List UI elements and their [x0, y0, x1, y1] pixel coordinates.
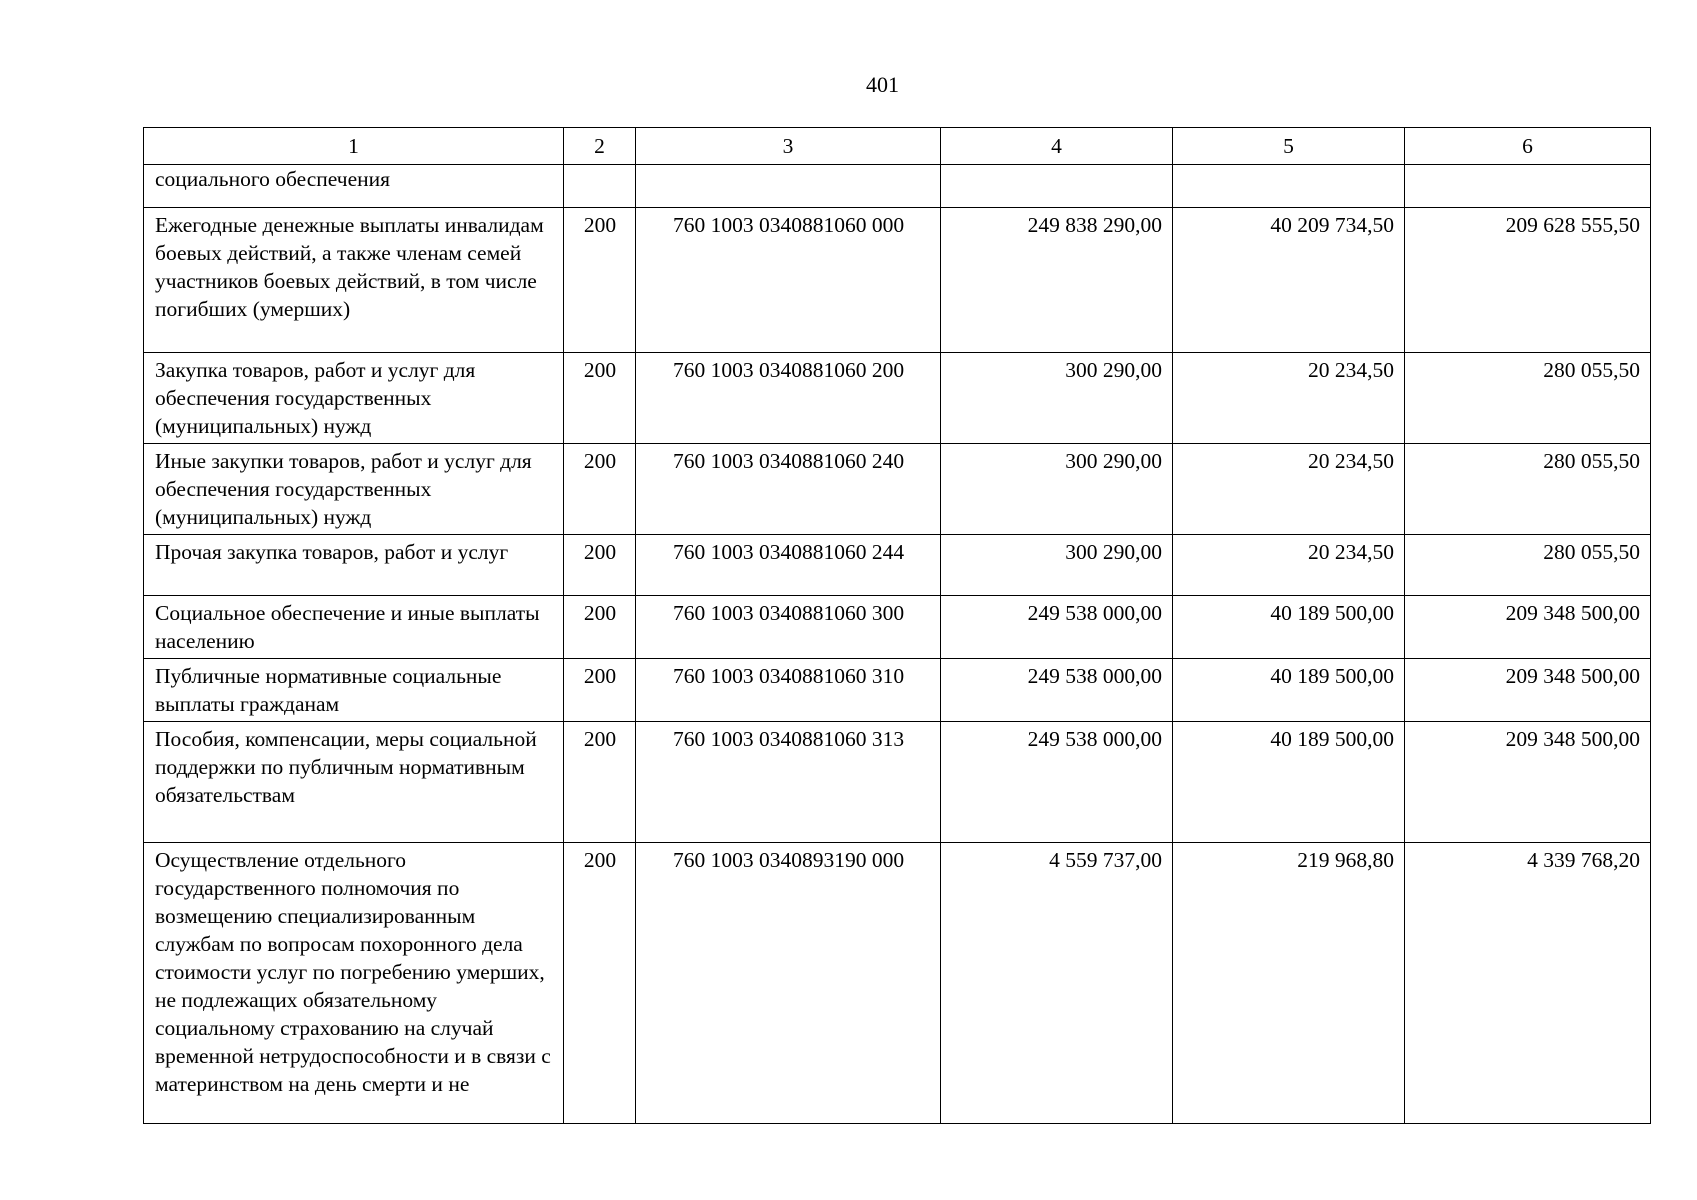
row-remainder-cell: 209 348 500,00	[1405, 659, 1651, 722]
table-row	[144, 165, 1651, 208]
row-remainder-cell: 209 348 500,00	[1405, 722, 1651, 843]
table-row	[144, 353, 1651, 444]
header-col-1: 1	[144, 128, 564, 165]
table-row	[144, 208, 1651, 353]
table-row	[144, 722, 1651, 843]
row-line-code-cell: 200	[564, 659, 636, 722]
table-row	[144, 535, 1651, 596]
table-row	[144, 843, 1651, 1124]
row-name-cell: Иные закупки товаров, работ и услуг для обеспечения государственных (муниципальных) нужд	[144, 444, 564, 535]
header-col-6: 6	[1405, 128, 1651, 165]
row-executed-cell: 20 234,50	[1173, 535, 1405, 596]
row-line-code-cell: 200	[564, 535, 636, 596]
row-name-cell: Ежегодные денежные выплаты инвалидам боевых действий, а также членам семей участников боевых действий, в том числе погибших (умерших)	[144, 208, 564, 353]
row-executed-cell: 20 234,50	[1173, 444, 1405, 535]
row-remainder-cell	[1405, 165, 1651, 208]
row-budget-code-cell: 760 1003 0340881060 000	[636, 208, 941, 353]
row-approved-cell: 300 290,00	[941, 353, 1173, 444]
row-line-code-cell: 200	[564, 353, 636, 444]
row-approved-cell: 249 538 000,00	[941, 722, 1173, 843]
row-remainder-cell: 209 348 500,00	[1405, 596, 1651, 659]
row-approved-cell: 4 559 737,00	[941, 843, 1173, 1124]
row-approved-cell	[941, 165, 1173, 208]
row-name-cell: Пособия, компенсации, меры социальной поддержки по публичным нормативным обязательствам	[144, 722, 564, 843]
budget-execution-table	[143, 127, 1651, 1124]
row-approved-cell: 249 838 290,00	[941, 208, 1173, 353]
row-budget-code-cell: 760 1003 0340881060 200	[636, 353, 941, 444]
row-executed-cell: 40 189 500,00	[1173, 722, 1405, 843]
table-header	[144, 128, 1651, 165]
row-approved-cell: 300 290,00	[941, 535, 1173, 596]
row-budget-code-cell: 760 1003 0340881060 244	[636, 535, 941, 596]
row-budget-code-cell: 760 1003 0340881060 313	[636, 722, 941, 843]
row-budget-code-cell: 760 1003 0340881060 240	[636, 444, 941, 535]
row-approved-cell: 300 290,00	[941, 444, 1173, 535]
row-name-cell: социального обеспечения	[144, 165, 564, 208]
header-col-3: 3	[636, 128, 941, 165]
header-col-4: 4	[941, 128, 1173, 165]
row-remainder-cell: 4 339 768,20	[1405, 843, 1651, 1124]
row-budget-code-cell: 760 1003 0340881060 300	[636, 596, 941, 659]
row-budget-code-cell	[636, 165, 941, 208]
row-line-code-cell: 200	[564, 444, 636, 535]
row-budget-code-cell: 760 1003 0340893190 000	[636, 843, 941, 1124]
row-executed-cell: 40 209 734,50	[1173, 208, 1405, 353]
row-executed-cell: 219 968,80	[1173, 843, 1405, 1124]
header-col-5: 5	[1173, 128, 1405, 165]
row-name-cell: Осуществление отдельного государственного полномочия по возмещению специализированным службам по вопросам похоронного дела стоимости услуг по погребению умерших, не подлежащих обязательному социальному страхованию на случай временной нетрудоспособности и в связи с материнством на день смерти и не	[144, 843, 564, 1124]
row-executed-cell: 40 189 500,00	[1173, 659, 1405, 722]
header-row	[144, 128, 1651, 165]
row-executed-cell	[1173, 165, 1405, 208]
table-row	[144, 659, 1651, 722]
row-remainder-cell: 280 055,50	[1405, 353, 1651, 444]
header-col-2: 2	[564, 128, 636, 165]
row-remainder-cell: 280 055,50	[1405, 444, 1651, 535]
row-line-code-cell	[564, 165, 636, 208]
row-approved-cell: 249 538 000,00	[941, 659, 1173, 722]
row-executed-cell: 40 189 500,00	[1173, 596, 1405, 659]
page-number: 401	[866, 72, 899, 97]
row-name-cell: Социальное обеспечение и иные выплаты населению	[144, 596, 564, 659]
row-remainder-cell: 209 628 555,50	[1405, 208, 1651, 353]
row-remainder-cell: 280 055,50	[1405, 535, 1651, 596]
row-line-code-cell: 200	[564, 843, 636, 1124]
table-row	[144, 596, 1651, 659]
row-name-cell: Прочая закупка товаров, работ и услуг	[144, 535, 564, 596]
row-line-code-cell: 200	[564, 596, 636, 659]
row-name-cell: Публичные нормативные социальные выплаты гражданам	[144, 659, 564, 722]
row-executed-cell: 20 234,50	[1173, 353, 1405, 444]
table-body	[144, 165, 1651, 1124]
row-name-cell: Закупка товаров, работ и услуг для обеспечения государственных (муниципальных) нужд	[144, 353, 564, 444]
row-line-code-cell: 200	[564, 208, 636, 353]
row-line-code-cell: 200	[564, 722, 636, 843]
table-row	[144, 444, 1651, 535]
row-budget-code-cell: 760 1003 0340881060 310	[636, 659, 941, 722]
row-approved-cell: 249 538 000,00	[941, 596, 1173, 659]
